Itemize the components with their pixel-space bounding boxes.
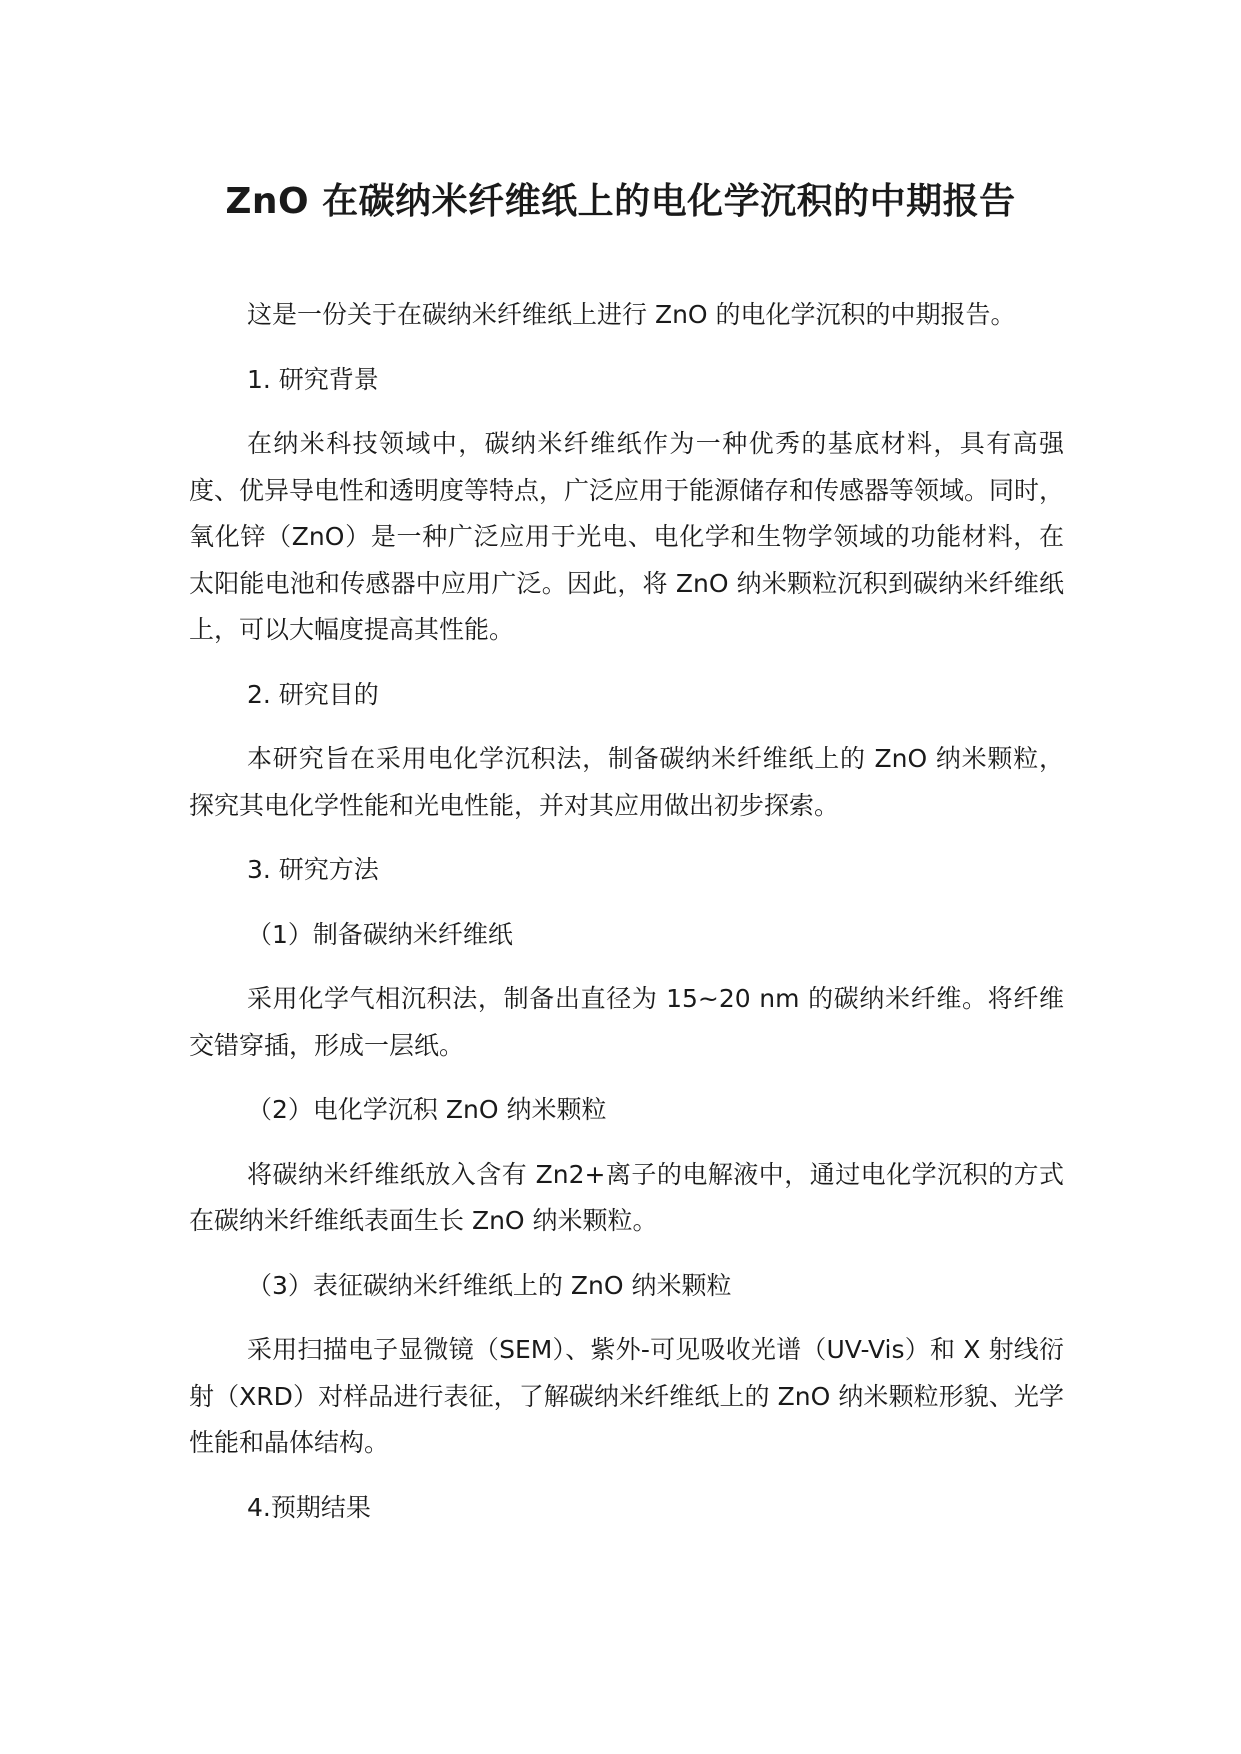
characterization-paragraph: 采用扫描电子显微镜（SEM）、紫外-可见吸收光谱（UV-Vis）和 X 射线衍射（XRD）对样品进行表征，了解碳纳米纤维纸上的 ZnO 纳米颗粒形貌、光学性能和晶体结构。 bbox=[189, 1335, 1064, 1457]
purpose-paragraph: 本研究旨在采用电化学沉积法，制备碳纳米纤维纸上的 ZnO 纳米颗粒，探究其电化学性能和光电性能，并对其应用做出初步探索。 bbox=[189, 744, 1064, 820]
background-paragraph: 在纳米科技领域中，碳纳米纤维纸作为一种优秀的基底材料，具有高强度、优异导电性和透明度等特点，广泛应用于能源储存和传感器等领域。同时，氧化锌（ZnO）是一种广泛应用于光电、电化学和生物学领域的功能材料，在太阳能电池和传感器中应用广泛。因此，将 ZnO 纳米颗粒沉积到碳纳米纤维纸上，可以大幅度提高其性能。 bbox=[189, 429, 1065, 644]
subheading-characterization: （3）表征碳纳米纤维纸上的 ZnO 纳米颗粒 bbox=[247, 1270, 732, 1300]
section-heading-purpose: 2. 研究目的 bbox=[247, 679, 379, 709]
section-heading-methods: 3. 研究方法 bbox=[247, 855, 379, 884]
section-heading-expected-results: 4.预期结果 bbox=[247, 1492, 371, 1522]
document-title: ZnO 在碳纳米纤维纸上的电化学沉积的中期报告 bbox=[225, 181, 1016, 222]
prepare-paper-paragraph: 采用化学气相沉积法，制备出直径为 15~20 nm 的碳纳米纤维。将纤维交错穿插，形成一层纸。 bbox=[189, 984, 1064, 1060]
subheading-prepare-paper: （1）制备碳纳米纤维纸 bbox=[247, 919, 513, 949]
intro-paragraph: 这是一份关于在碳纳米纤维纸上进行 ZnO 的电化学沉积的中期报告。 bbox=[247, 300, 1016, 329]
document-body bbox=[189, 292, 1064, 1549]
subheading-deposition: （2）电化学沉积 ZnO 纳米颗粒 bbox=[247, 1095, 607, 1124]
deposition-paragraph: 将碳纳米纤维纸放入含有 Zn2+离子的电解液中，通过电化学沉积的方式在碳纳米纤维纸表面生长 ZnO 纳米颗粒。 bbox=[189, 1159, 1064, 1235]
section-heading-background: 1. 研究背景 bbox=[247, 364, 379, 394]
